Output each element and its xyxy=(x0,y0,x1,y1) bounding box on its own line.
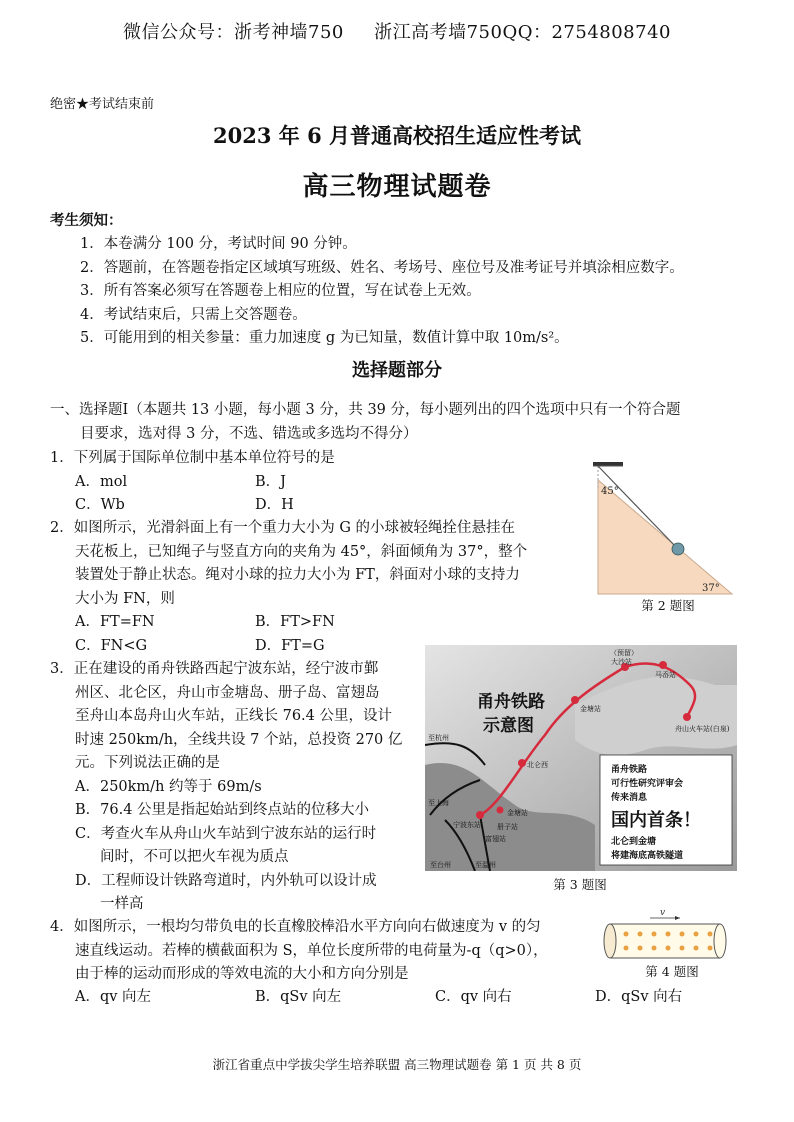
news-headline: 国内首条！ xyxy=(611,810,701,831)
news-line: 甬舟铁路 xyxy=(611,765,648,775)
part1-instructions xyxy=(50,399,770,446)
charge-dot xyxy=(694,932,699,937)
q4-caption: 第 4 题图 xyxy=(645,964,699,979)
station-label: 舟山火车站(白泉) xyxy=(675,725,730,733)
notice-heading: 考生须知： xyxy=(50,212,123,229)
q3-line5: 元。下列说法正确的是 xyxy=(75,755,220,771)
station-label: 至杭州 xyxy=(428,734,449,742)
question-1 xyxy=(50,447,590,518)
station-label: （预留） xyxy=(610,649,638,657)
station-label: 北仑西 xyxy=(527,761,548,769)
q3-option-c-line1: C．考查火车从舟山火车站到宁波东站的运行时 xyxy=(75,825,377,842)
notice-list xyxy=(80,233,780,351)
charge-dot xyxy=(694,946,699,951)
q3-line2: 州区、北仑区，舟山市金塘岛、册子岛、富翅岛 xyxy=(75,684,380,701)
q4-option-b[interactable]: B．qSv 向左 xyxy=(255,989,342,1005)
station-label: 富翅站 xyxy=(485,835,506,843)
charge-dot xyxy=(680,932,685,937)
q1-option-b[interactable]: B．J xyxy=(255,473,286,490)
velocity-label: v xyxy=(660,908,666,918)
question-4 xyxy=(50,916,610,987)
station-label: 大沙站 xyxy=(611,658,632,666)
part1-line2: 目要求，选对得 3 分，不选、错选或多选均不得分） xyxy=(80,425,418,442)
angle-37-label: 37° xyxy=(702,583,720,594)
news-line: 传来消息 xyxy=(611,793,648,803)
section-title: 选择题部分 xyxy=(352,360,442,381)
q4-option-a[interactable]: A．qv 向左 xyxy=(75,989,152,1005)
q3-option-b[interactable]: B．76.4 公里是指起始站到终点站的位移大小 xyxy=(75,802,370,818)
rod-body xyxy=(610,924,720,958)
rod-left-end xyxy=(604,924,616,958)
charge-dot xyxy=(638,946,643,951)
q3-option-d-line1: D．工程师设计铁路弯道时，内外轨可以设计成 xyxy=(75,872,377,889)
q3-option-c-line2: 间时，不可以把火车视为质点 xyxy=(100,849,289,865)
q4-options xyxy=(75,986,775,1010)
q1-option-a[interactable]: A．mol xyxy=(75,473,128,490)
q2-line3: 装置处于静止状态。绳对小球的拉力大小为 FT，斜面对小球的支持力 xyxy=(75,567,520,583)
secret-label: 绝密★考试结束前 xyxy=(50,97,155,112)
q2-line2: 天花板上，已知绳子与竖直方向的夹角为 45°，斜面倾角为 37°，整个 xyxy=(75,543,528,560)
q2-option-b[interactable]: B．FT>FN xyxy=(255,614,335,630)
station-marker xyxy=(497,807,504,814)
q4-figure xyxy=(602,904,732,962)
q3-line3: 至舟山本岛舟山火车站，正线长 76.4 公里，设计 xyxy=(75,708,393,724)
notice-item: 3．所有答案必须写在答题卷上相应的位置，写在试卷上无效。 xyxy=(80,283,481,299)
station-marker xyxy=(659,661,667,669)
exam-subtitle: 高三物理试题卷 xyxy=(302,172,492,202)
question-3 xyxy=(50,658,420,917)
charge-dot xyxy=(666,946,671,951)
q3-line4: 时速 250km/h，全线共设 7 个站，总投资 270 亿 xyxy=(75,731,403,748)
map-title-1: 甬舟铁路 xyxy=(477,692,545,711)
q2-figure xyxy=(590,460,740,600)
rod-right-end xyxy=(714,924,726,958)
angle-45-label: 45° xyxy=(601,486,619,497)
station-label: 至温州 xyxy=(475,861,496,869)
header-banner xyxy=(0,18,794,44)
ball xyxy=(672,543,684,555)
q2-caption: 第 2 题图 xyxy=(641,598,695,613)
map-title-2: 示意图 xyxy=(483,716,534,735)
q2-line1: 2．如图所示，光滑斜面上有一个重力大小为 G 的小球被轻绳拴住悬挂在 xyxy=(50,520,516,536)
station-marker xyxy=(683,713,691,721)
banner-wechat: 微信公众号：浙考神墙750 xyxy=(123,22,344,43)
q1-option-d[interactable]: D．H xyxy=(255,497,294,513)
q2-line4: 大小为 FN，则 xyxy=(75,590,175,607)
q4-line2: 速直线运动。若棒的横截面积为 S，单位长度所带的电荷量为-q（q>0）， xyxy=(75,942,548,959)
q4-line1: 4．如图所示，一根均匀带负电的长直橡胶棒沿水平方向向右做速度为 v 的匀 xyxy=(50,919,541,935)
q3-line1: 3．正在建设的甬舟铁路西起宁波东站，经宁波市鄞 xyxy=(50,661,379,677)
notice-item: 2．答题前，在答题卷指定区域填写班级、姓名、考场号、座位号及准考证号并填涂相应数字。 xyxy=(80,259,684,276)
banner-qq: 浙江高考墙750QQ：2754808740 xyxy=(374,22,671,43)
charge-dot xyxy=(666,932,671,937)
station-marker xyxy=(476,811,484,819)
news-line: 北仑到金塘 xyxy=(611,837,657,847)
part1-line1: 一、选择题Ⅰ（本题共 13 小题，每小题 3 分，共 39 分，每小题列出的四个选项中只有一个符合题 xyxy=(50,402,681,418)
station-label: 宁波东站 xyxy=(453,821,481,829)
station-label: 马岙站 xyxy=(655,671,676,679)
notice-item: 5．可能用到的相关参量：重力加速度 g 为已知量，数值计算中取 10m/s²。 xyxy=(80,330,569,346)
station-label: 册子站 xyxy=(497,823,518,831)
news-line: 将建海底高铁隧道 xyxy=(611,851,684,861)
page-footer: 浙江省重点中学拔尖学生培养联盟 高三物理试题卷 第 1 页 共 8 页 xyxy=(212,1057,582,1072)
q1-option-c[interactable]: C．Wb xyxy=(75,497,125,513)
charge-dot xyxy=(652,946,657,951)
q2-option-c[interactable]: C．FN<G xyxy=(75,637,148,654)
station-label: 金塘站 xyxy=(507,809,528,817)
notice-item: 1．本卷满分 100 分，考试时间 90 分钟。 xyxy=(80,236,357,252)
news-line: 可行性研究评审会 xyxy=(611,779,684,789)
station-label: 至上海 xyxy=(428,799,449,807)
q3-map xyxy=(425,645,737,871)
incline-triangle xyxy=(598,480,732,594)
station-marker xyxy=(571,696,579,704)
notice-item: 4．考试结束后，只需上交答题卷。 xyxy=(80,306,307,323)
q3-option-c[interactable] xyxy=(50,823,420,870)
q4-option-d[interactable]: D．qSv 向右 xyxy=(595,989,683,1005)
ceiling xyxy=(593,462,623,466)
charge-dot xyxy=(624,932,629,937)
charge-dot xyxy=(638,932,643,937)
q3-option-d[interactable] xyxy=(50,870,420,917)
station-label: 金塘站 xyxy=(580,705,601,713)
charge-dot xyxy=(624,946,629,951)
exam-title: 2023 年 6 月普通高校招生适应性考试 xyxy=(213,123,581,148)
q4-line3: 由于棒的运动而形成的等效电流的大小和方向分别是 xyxy=(75,966,409,982)
charge-dot xyxy=(708,932,713,937)
q3-option-a[interactable]: A．250km/h 约等于 69m/s xyxy=(75,778,262,795)
q3-caption: 第 3 题图 xyxy=(553,877,607,892)
station-marker xyxy=(518,759,526,767)
velocity-arrowhead xyxy=(675,916,680,920)
q2-option-d[interactable]: D．FT=G xyxy=(255,637,325,654)
q1-stem: 1．下列属于国际单位制中基本单位符号的是 xyxy=(50,450,335,466)
question-2 xyxy=(50,517,590,658)
q4-option-c[interactable]: C．qv 向右 xyxy=(435,989,512,1005)
charge-dot xyxy=(680,946,685,951)
charge-dot xyxy=(708,946,713,951)
station-label: 至台州 xyxy=(430,861,451,869)
charge-dot xyxy=(652,932,657,937)
q2-option-a[interactable]: A．FT=FN xyxy=(75,614,155,630)
q3-option-d-line2: 一样高 xyxy=(100,896,144,912)
